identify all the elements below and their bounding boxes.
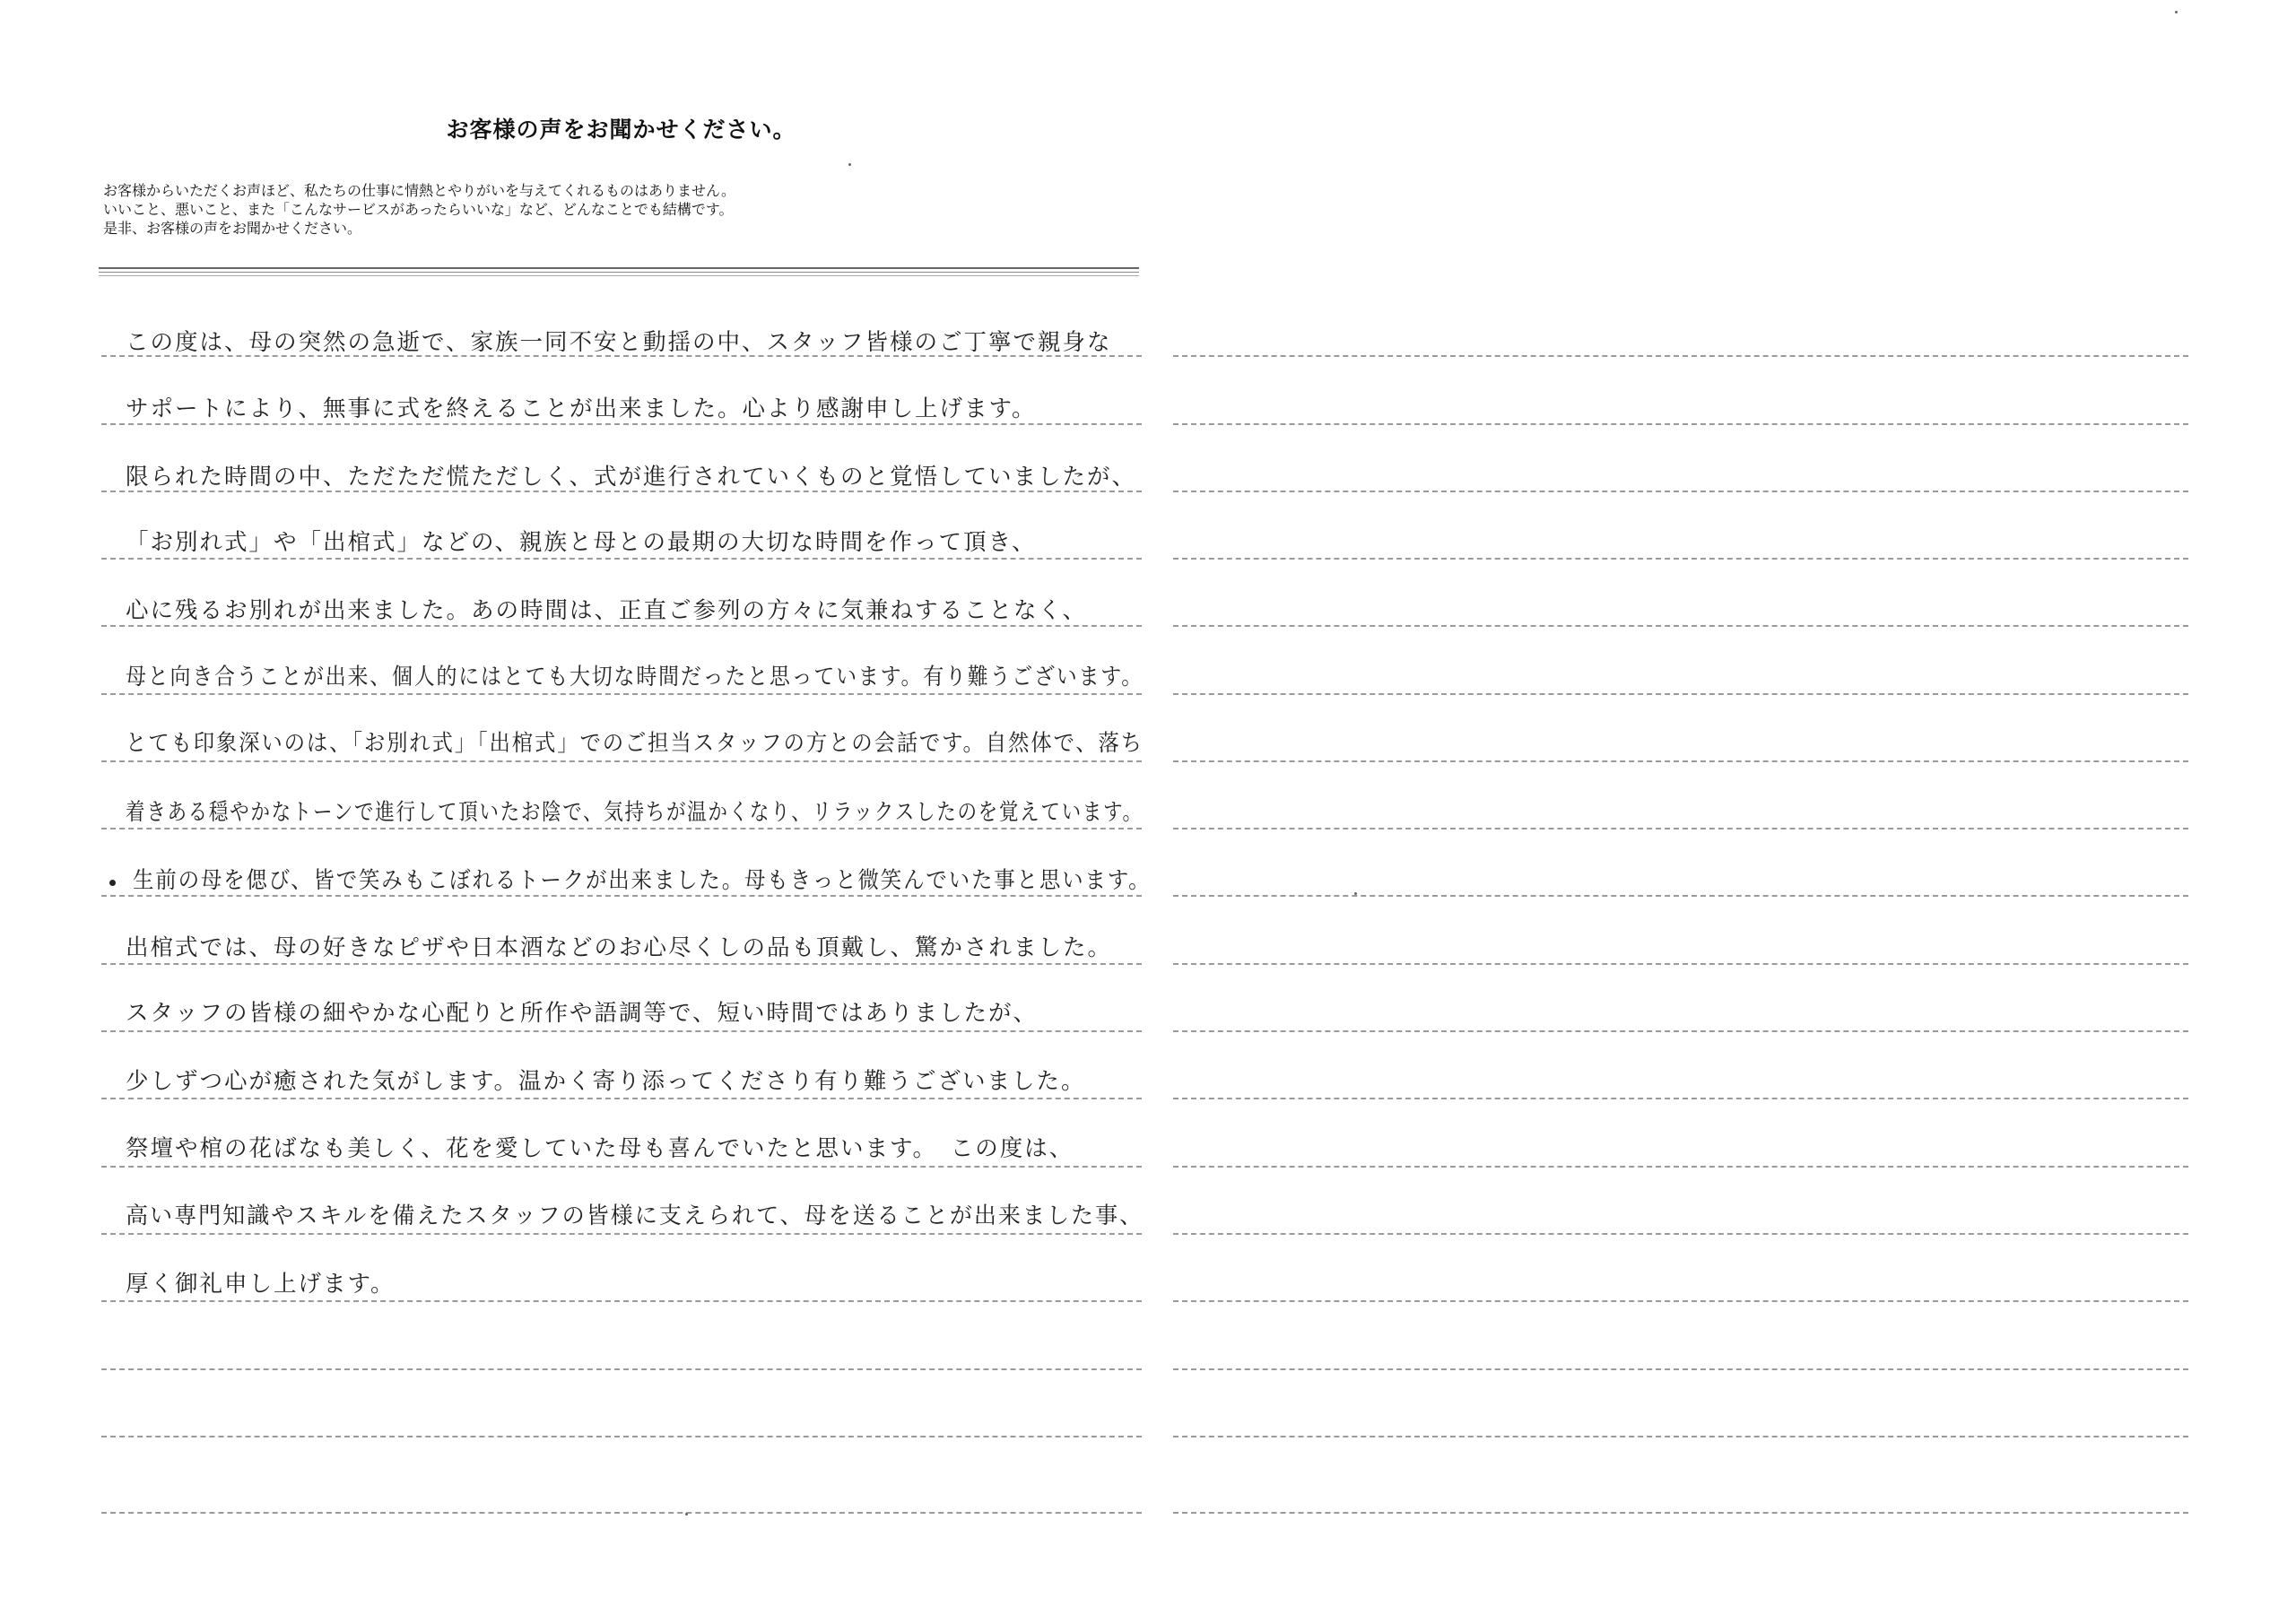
writing-line bbox=[101, 963, 1142, 965]
handwritten-line-13: 祭壇や棺の花ばなも美しく、花を愛していた母も喜んでいたと思います。 この度は、 bbox=[126, 1135, 1074, 1162]
handwritten-line-2: サポートにより、無事に式を終えることが出来ました。心より感謝申し上げます。 bbox=[126, 395, 1037, 422]
writing-line bbox=[1173, 491, 2188, 492]
handwritten-line-6: 母と向き合うことが出来、個人的にはとても大切な時間だったと思っています。有り難うございます。 bbox=[126, 664, 1144, 690]
writing-line bbox=[1173, 1300, 2188, 1302]
writing-line bbox=[1173, 625, 2188, 627]
writing-line bbox=[101, 693, 1142, 695]
header-rule-3 bbox=[99, 275, 1139, 276]
writing-line bbox=[1173, 1030, 2188, 1032]
writing-line bbox=[101, 895, 1142, 897]
writing-line bbox=[1173, 1233, 2188, 1235]
writing-line bbox=[1173, 1098, 2188, 1099]
handwritten-line-15: 厚く御礼申し上げます。 bbox=[126, 1271, 396, 1298]
writing-line bbox=[1173, 558, 2188, 560]
scan-speck bbox=[2175, 11, 2178, 13]
handwritten-line-10: 出棺式では、母の好きなピザや日本酒などのお心尽くしの品も頂戴し、驚かされました。 bbox=[126, 934, 1113, 961]
writing-line bbox=[1173, 1368, 2188, 1370]
writing-line bbox=[101, 1436, 1142, 1437]
handwritten-line-1: この度は、母の突然の急逝で、家族一同不安と動揺の中、スタッフ皆様のご丁寧で親身な bbox=[126, 329, 1112, 356]
intro-line-1: お客様からいただくお声ほど、私たちの仕事に情熱とやりがいを与えてくれるものはありません。 bbox=[103, 182, 735, 199]
writing-line bbox=[101, 1233, 1142, 1235]
handwritten-line-9: 生前の母を偲び、皆で笑みもこぼれるトークが出来ました。母もきっと微笑んでいた事と思います。 bbox=[133, 867, 1152, 894]
form-title: お客様の声をお聞かせください。 bbox=[446, 117, 796, 143]
writing-line bbox=[101, 558, 1142, 560]
handwritten-line-5: 心に残るお別れが出来ました。あの時間は、正直ご参列の方々に気兼ねすることなく、 bbox=[126, 597, 1087, 624]
writing-line bbox=[1173, 1166, 2188, 1168]
bullet-mark bbox=[109, 880, 116, 886]
handwritten-line-11: スタッフの皆様の細やかな心配りと所作や語調等で、短い時間ではありましたが、 bbox=[126, 1000, 1038, 1027]
writing-line bbox=[101, 423, 1142, 425]
writing-line bbox=[101, 1512, 1142, 1514]
handwritten-line-14: 高い専門知識やスキルを備えたスタッフの皆様に支えられて、母を送ることが出来ました事、 bbox=[126, 1203, 1144, 1229]
handwritten-line-12: 少しずつ心が癒された気がします。温かく寄り添ってくださり有り難うございました。 bbox=[126, 1068, 1086, 1095]
writing-line bbox=[1173, 760, 2188, 762]
writing-line bbox=[101, 1368, 1142, 1370]
writing-line bbox=[101, 1300, 1142, 1302]
writing-line bbox=[1173, 355, 2188, 357]
writing-line bbox=[101, 828, 1142, 829]
writing-line bbox=[1173, 1512, 2188, 1514]
header-rule-2 bbox=[99, 272, 1139, 273]
writing-line bbox=[101, 1098, 1142, 1099]
intro-text bbox=[103, 181, 1144, 238]
scan-speck bbox=[685, 1513, 688, 1515]
handwritten-line-7: とても印象深いのは、「お別れ式」「出棺式」でのご担当スタッフの方との会話です。自然体で、落ち bbox=[126, 730, 1144, 757]
writing-line bbox=[1173, 828, 2188, 829]
intro-line-2: いいこと、悪いこと、また「こんなサービスがあったらいいな」など、どんなことでも結構です。 bbox=[103, 201, 734, 218]
writing-line bbox=[1173, 423, 2188, 425]
handwritten-line-8: 着きある穏やかなトーンで進行して頂いたお陰で、気持ちが温かくなり、リラックスしたのを覚えています。 bbox=[126, 799, 1144, 826]
writing-line bbox=[1173, 1436, 2188, 1437]
intro-line-3: 是非、お客様の声をお聞かせください。 bbox=[103, 220, 362, 237]
writing-line bbox=[101, 760, 1142, 762]
writing-line bbox=[1173, 963, 2188, 965]
writing-line bbox=[1173, 895, 2188, 897]
writing-line bbox=[101, 1166, 1142, 1168]
writing-line bbox=[101, 1030, 1142, 1032]
scan-speck bbox=[1354, 892, 1357, 895]
writing-line bbox=[1173, 693, 2188, 695]
handwritten-line-4: 「お別れ式」や「出棺式」などの、親族と母との最期の大切な時間を作って頂き、 bbox=[126, 529, 1037, 556]
scan-speck bbox=[848, 163, 851, 166]
writing-line bbox=[101, 625, 1142, 627]
handwritten-line-3: 限られた時間の中、ただただ慌ただしく、式が進行されていくものと覚悟していましたが、 bbox=[126, 464, 1136, 491]
header-rule bbox=[99, 267, 1139, 269]
